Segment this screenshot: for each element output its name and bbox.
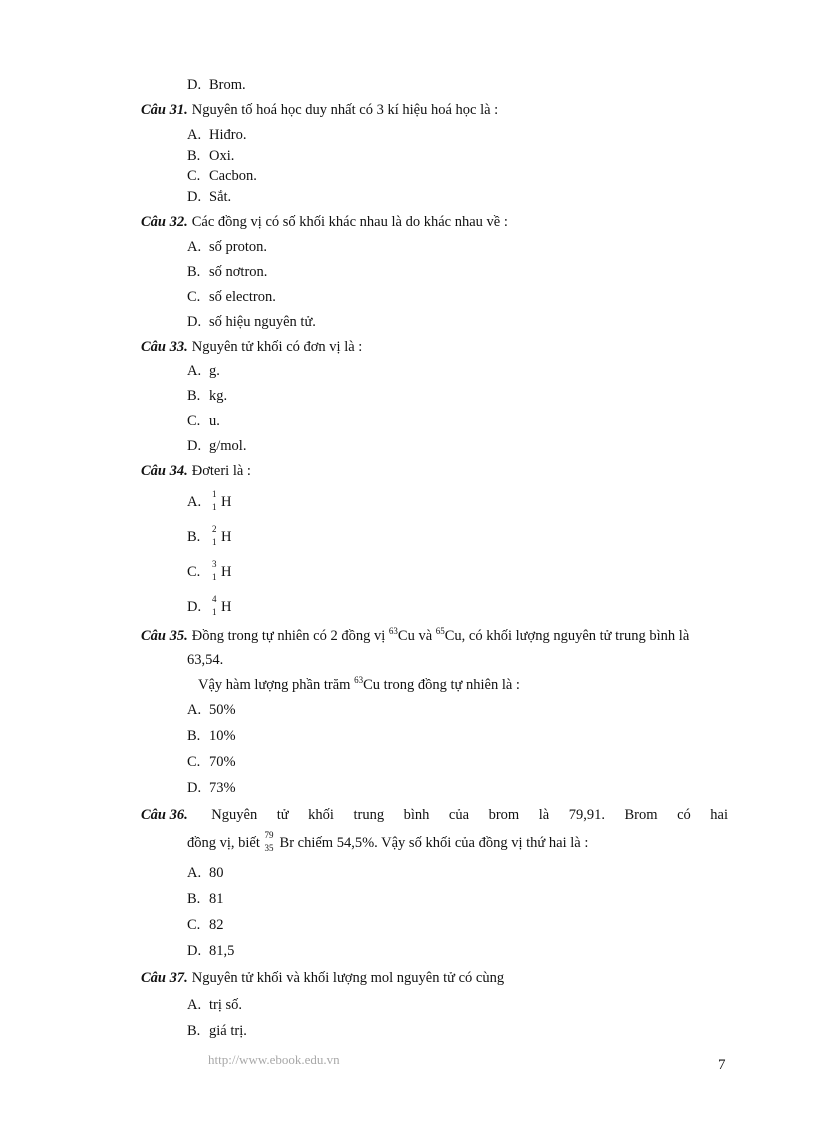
option-d [187,76,246,94]
option-a [187,488,232,512]
option-label: B. [187,891,201,907]
question-text: Đồng trong tự nhiên có 2 đồng vị [191,628,389,644]
question-31 [141,101,498,119]
atomic-number: 1 [212,606,217,617]
option-label: A. [187,239,202,255]
option-a [187,362,220,380]
option-b [187,890,224,908]
mass-number: 4 [212,593,217,604]
question-number: Câu 33. [141,339,188,355]
option-b [187,727,236,745]
option-text: Oxi. [209,148,235,164]
element-symbol: H [221,599,232,615]
option-label: A. [187,363,202,379]
question-text: Cu, có khối lượng nguyên tử trung bình là [444,628,690,644]
option-label: D. [187,599,202,615]
word: có [677,807,691,823]
word: là [538,807,550,823]
question-text: Nguyên tử khối có đơn vị là : [191,339,363,355]
option-d [187,188,231,206]
option-label: B. [187,529,201,545]
option-d [187,593,232,617]
option-label: C. [187,564,201,580]
word: Nguyên [211,807,258,823]
footer-url: http://www.ebook.edu.vn [208,1052,340,1067]
option-text: 50% [209,702,236,718]
option-d [187,313,316,331]
word: của [448,807,470,823]
option-label: C. [187,413,201,429]
word: trung [353,807,385,823]
element-symbol: H [221,529,232,545]
question-text: Cu và [397,628,436,644]
option-a [187,701,236,719]
option-text: 81,5 [209,943,235,959]
question-number: Câu 31. [141,102,188,118]
option-a [187,238,267,256]
option-label: C. [187,917,201,933]
word: bình [403,807,430,823]
option-a [187,864,224,882]
option-label: B. [187,1023,201,1039]
option-label: D. [187,189,202,205]
option-b [187,1022,247,1040]
option-text: g/mol. [209,438,247,454]
option-text: kg. [209,388,228,404]
option-label: D. [187,780,202,796]
isotope-notation [209,558,221,582]
option-text: 10% [209,728,236,744]
question-continuation [198,676,520,694]
option-label: C. [187,289,201,305]
mass-number: 65 [435,626,445,636]
option-text: trị số. [209,997,243,1013]
question-text: Cu trong đồng tự nhiên là : [363,677,520,693]
mass-number: 79 [264,829,274,840]
mass-number: 63 [354,675,364,685]
element-symbol: H [221,564,232,580]
question-text: Nguyên tử khối và khối lượng mol nguyên tử có cùng [191,970,505,986]
atomic-number: 35 [264,842,274,853]
option-label: A. [187,702,202,718]
option-text: 81 [209,891,224,907]
option-text: giá trị. [209,1023,247,1039]
option-text: 82 [209,917,224,933]
option-text: số electron. [209,289,276,305]
question-37 [141,969,504,987]
question-number: Câu 36. [141,807,188,823]
word: 79,91. [568,807,605,823]
option-text: số hiệu nguyên tử. [209,314,316,330]
option-b [187,387,227,405]
atomic-number: 1 [212,536,217,547]
question-number: Câu 32. [141,214,188,230]
option-text: 70% [209,754,236,770]
option-c [187,288,276,306]
option-text: số proton. [209,239,267,255]
option-label: B. [187,148,201,164]
atomic-number: 1 [212,501,217,512]
question-text: Đơteri là : [191,463,251,479]
question-33 [141,338,362,356]
mass-number: 2 [212,523,217,534]
question-35 [141,627,689,645]
question-text: Các đồng vị có số khối khác nhau là do khác nhau về : [191,214,508,230]
option-a [187,126,246,144]
option-text: Hiđro. [209,127,247,143]
option-c [187,916,224,934]
option-label: D. [187,943,202,959]
mass-number: 3 [212,558,217,569]
question-continuation: 63,54. [187,652,224,668]
question-continuation [187,829,589,853]
option-label: C. [187,754,201,770]
option-label: D. [187,438,202,454]
question-34 [141,462,251,480]
page-number: 7 [718,1057,726,1073]
option-text: số nơtron. [209,264,268,280]
question-text: chiếm 54,5%. Vậy số khối của đồng vị thứ hai là : [294,835,589,851]
option-text: Sắt. [209,189,232,205]
mass-number: 1 [212,488,217,499]
element-symbol: Br [279,835,295,851]
question-number: Câu 35. [141,628,188,644]
word: hai [710,807,728,823]
isotope-notation [209,593,221,617]
question-32 [141,213,508,231]
option-label: D. [187,314,202,330]
question-text: Vậy hàm lượng phần trăm [198,677,355,693]
option-b [187,523,232,547]
option-c [187,753,236,771]
option-b [187,147,234,165]
option-text: Brom. [209,77,246,93]
word: brom [488,807,520,823]
question-36 [141,806,728,824]
option-label: A. [187,494,202,510]
option-a [187,996,242,1014]
option-label: B. [187,728,201,744]
option-text: 80 [209,865,224,881]
option-label: D. [187,77,202,93]
option-d [187,942,234,960]
word: Brom [624,807,658,823]
option-c [187,558,232,582]
option-text: u. [209,413,220,429]
question-text: Nguyên tố hoá học duy nhất có 3 kí hiệu hoá học là : [191,102,499,118]
option-b [187,263,267,281]
word: tử [276,807,289,823]
option-d [187,437,246,455]
atomic-number: 1 [212,571,217,582]
element-symbol: H [221,494,232,510]
mass-number: 63 [388,626,398,636]
question-number: Câu 34. [141,463,188,479]
option-label: A. [187,865,202,881]
question-number: Câu 37. [141,970,188,986]
option-label: C. [187,168,201,184]
option-label: A. [187,127,202,143]
option-label: B. [187,388,201,404]
option-text: g. [209,363,220,379]
option-text: Cacbon. [209,168,257,184]
isotope-notation [209,488,221,512]
isotope-notation [264,829,280,853]
question-text: đồng vị, biết [187,835,264,851]
option-label: B. [187,264,201,280]
word: khối [308,807,334,823]
option-c [187,412,220,430]
option-c [187,167,257,185]
option-label: A. [187,997,202,1013]
option-d [187,779,236,797]
option-text: 73% [209,780,236,796]
isotope-notation [209,523,221,547]
